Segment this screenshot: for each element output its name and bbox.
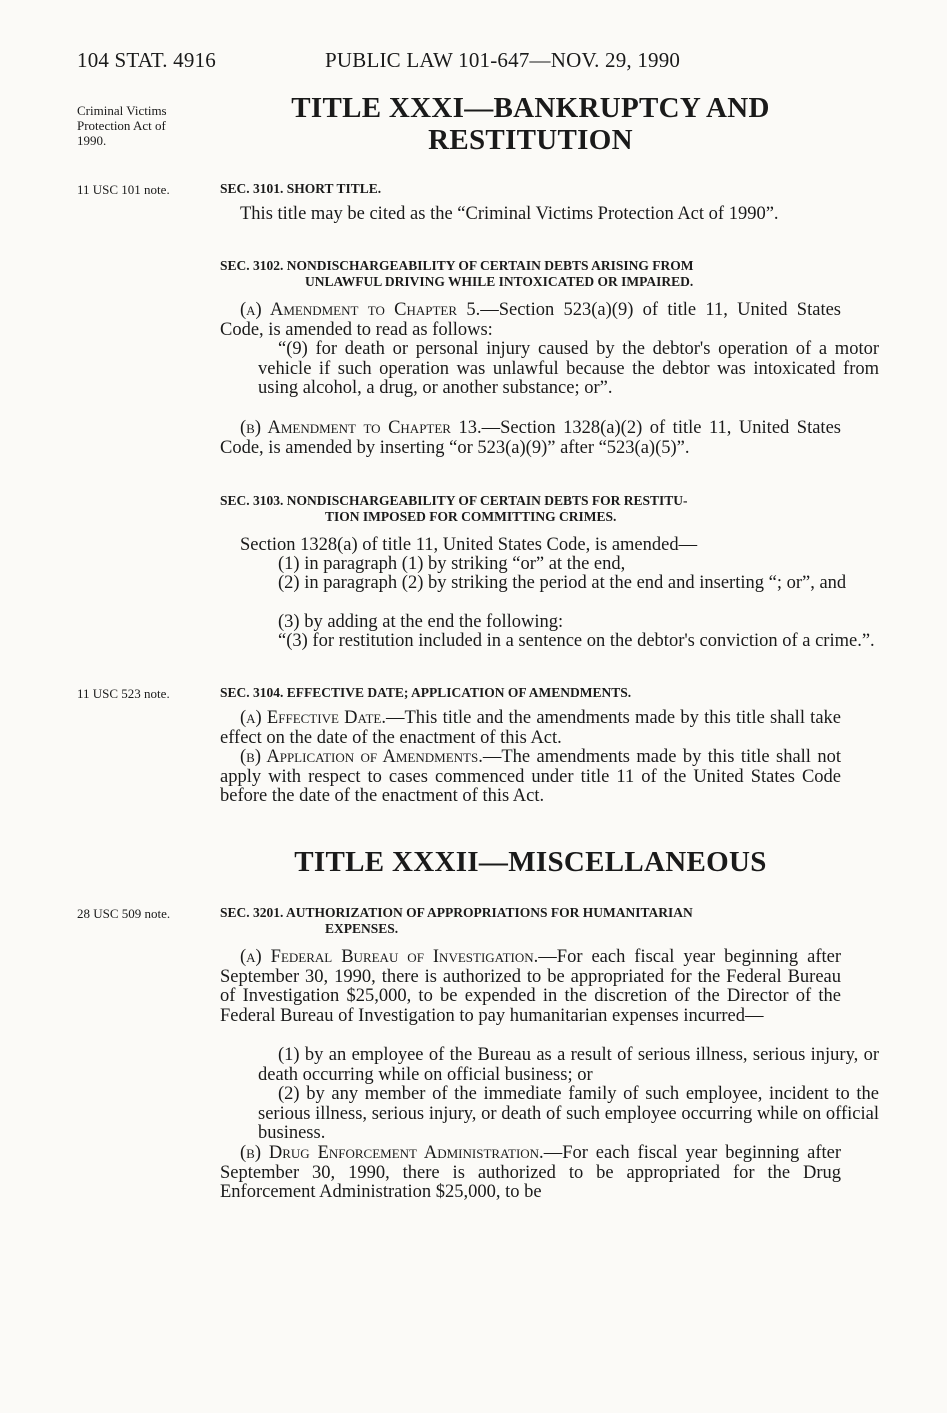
- sec-3102-a: [220, 301, 841, 340]
- sec-3103-item1: (1) in paragraph (1) by striking “or” at the end,: [278, 554, 626, 574]
- law-reference: PUBLIC LAW 101-647—NOV. 29, 1990: [325, 48, 681, 72]
- sec-3104-heading: SEC. 3104. EFFECTIVE DATE; APPLICATION OF AMENDMENTS.: [220, 685, 632, 700]
- sec-3102-a-text: —Section 523(a)(9) of title 11, United States Code, is amended to read as follows:: [220, 300, 841, 340]
- sec-3201-heading-line1: SEC. 3201. AUTHORIZATION OF APPROPRIATIONS FOR HUMANITARIAN: [220, 905, 693, 920]
- sec-3104-b-text: —The amendments made by this title shall not apply with respect to cases commenced under title 11 of the United States Code before the date of the enactment of this Act.: [220, 747, 841, 806]
- sec-3102-heading-line2: UNLAWFUL DRIVING WHILE INTOXICATED OR IMPAIRED.: [305, 274, 694, 289]
- page-reference: 104 STAT. 4916: [77, 48, 216, 72]
- title-31-line2: RESTITUTION: [428, 124, 633, 156]
- margin-note-usc-523: 11 USC 523 note.: [77, 686, 170, 701]
- title-32: TITLE XXXII—MISCELLANEOUS: [294, 846, 767, 878]
- sec-3104-a-text: —This title and the amendments made by this title shall take effect on the date of the enactment of this Act.: [220, 708, 841, 748]
- sec-3102-b-label: (b) Amendment to Chapter 13.: [240, 418, 482, 438]
- title-31-line1: TITLE XXXI—BANKRUPTCY AND: [291, 92, 770, 124]
- sec-3103-item2: (2) in paragraph (2) by striking the period at the end and inserting “; or”, and: [278, 573, 847, 593]
- sec-3104-b-label: (b) Application of Amendments.: [240, 747, 483, 767]
- sec-3101-text: This title may be cited as the “Criminal Victims Protection Act of 1990”.: [240, 204, 779, 224]
- sec-3102-a-label: (a) Amendment to Chapter 5.: [240, 300, 481, 320]
- sec-3103-heading-line1: SEC. 3103. NONDISCHARGEABILITY OF CERTAIN DEBTS FOR RESTITU-: [220, 493, 688, 508]
- margin-note-act-name: Criminal Victims Protection Act of 1990.: [77, 103, 167, 148]
- sec-3201-a-label: (a) Federal Bureau of Investigation.: [240, 947, 539, 967]
- sec-3102-b-text: —Section 1328(a)(2) of title 11, United States Code, is amended by inserting “or 523(a)(9)” after “523(a)(5)”.: [220, 418, 841, 458]
- sec-3201-a-text: —For each fiscal year beginning after September 30, 1990, there is authorized to be appropriated for the Federal Bureau of Investigation $25,000, to be expended in the discretion of the Director of the Federal Bureau of Investigation to pay humanitarian expenses incurred—: [220, 947, 841, 1026]
- sec-3103-intro: Section 1328(a) of title 11, United States Code, is amended—: [240, 535, 698, 555]
- sec-3201-a: [220, 948, 841, 1026]
- title-31: [220, 92, 841, 156]
- sec-3104-a: [220, 709, 841, 748]
- sec-3101-heading: SEC. 3101. SHORT TITLE.: [220, 181, 382, 196]
- sec-3102-heading-line1: SEC. 3102. NONDISCHARGEABILITY OF CERTAIN DEBTS ARISING FROM: [220, 258, 694, 273]
- sec-3201-heading-line2: EXPENSES.: [325, 921, 399, 936]
- sec-3102-a-quote: “(9) for death or personal injury caused by the debtor's operation of a motor vehicle if such operation was unlawful because the debtor was intoxicated from using alcohol, a drug, or another substance; or”.: [258, 339, 879, 398]
- sec-3201-b-text: —For each fiscal year beginning after September 30, 1990, there is authorized to be appropriated for the Drug Enforcement Administration $25,000, to be: [220, 1143, 841, 1202]
- sec-3103-item3-quote: “(3) for restitution included in a sentence on the debtor's conviction of a crime.”.: [278, 631, 875, 651]
- sec-3201-b-label: (b) Drug Enforcement Administration.: [240, 1143, 544, 1163]
- sec-3103-heading-line2: TION IMPOSED FOR COMMITTING CRIMES.: [325, 509, 617, 524]
- sec-3104-a-label: (a) Effective Date.: [240, 708, 386, 728]
- sec-3104-b: [220, 748, 841, 807]
- sec-3201-b: [220, 1144, 841, 1203]
- sec-3102-b: [220, 419, 841, 458]
- margin-note-usc-101: 11 USC 101 note.: [77, 182, 170, 197]
- sec-3102-heading: [220, 258, 841, 290]
- sec-3201-item1: (1) by an employee of the Bureau as a result of serious illness, serious injury, or death occurring while on official business; or: [258, 1045, 879, 1085]
- margin-note-usc-509: 28 USC 509 note.: [77, 906, 171, 921]
- sec-3201-heading: [220, 905, 841, 937]
- sec-3103-heading: [220, 493, 841, 525]
- sec-3201-item2: (2) by any member of the immediate family of such employee, incident to the serious illness, serious injury, or death of such employee occurring while on official business.: [258, 1084, 879, 1143]
- sec-3103-item3: (3) by adding at the end the following:: [278, 612, 564, 632]
